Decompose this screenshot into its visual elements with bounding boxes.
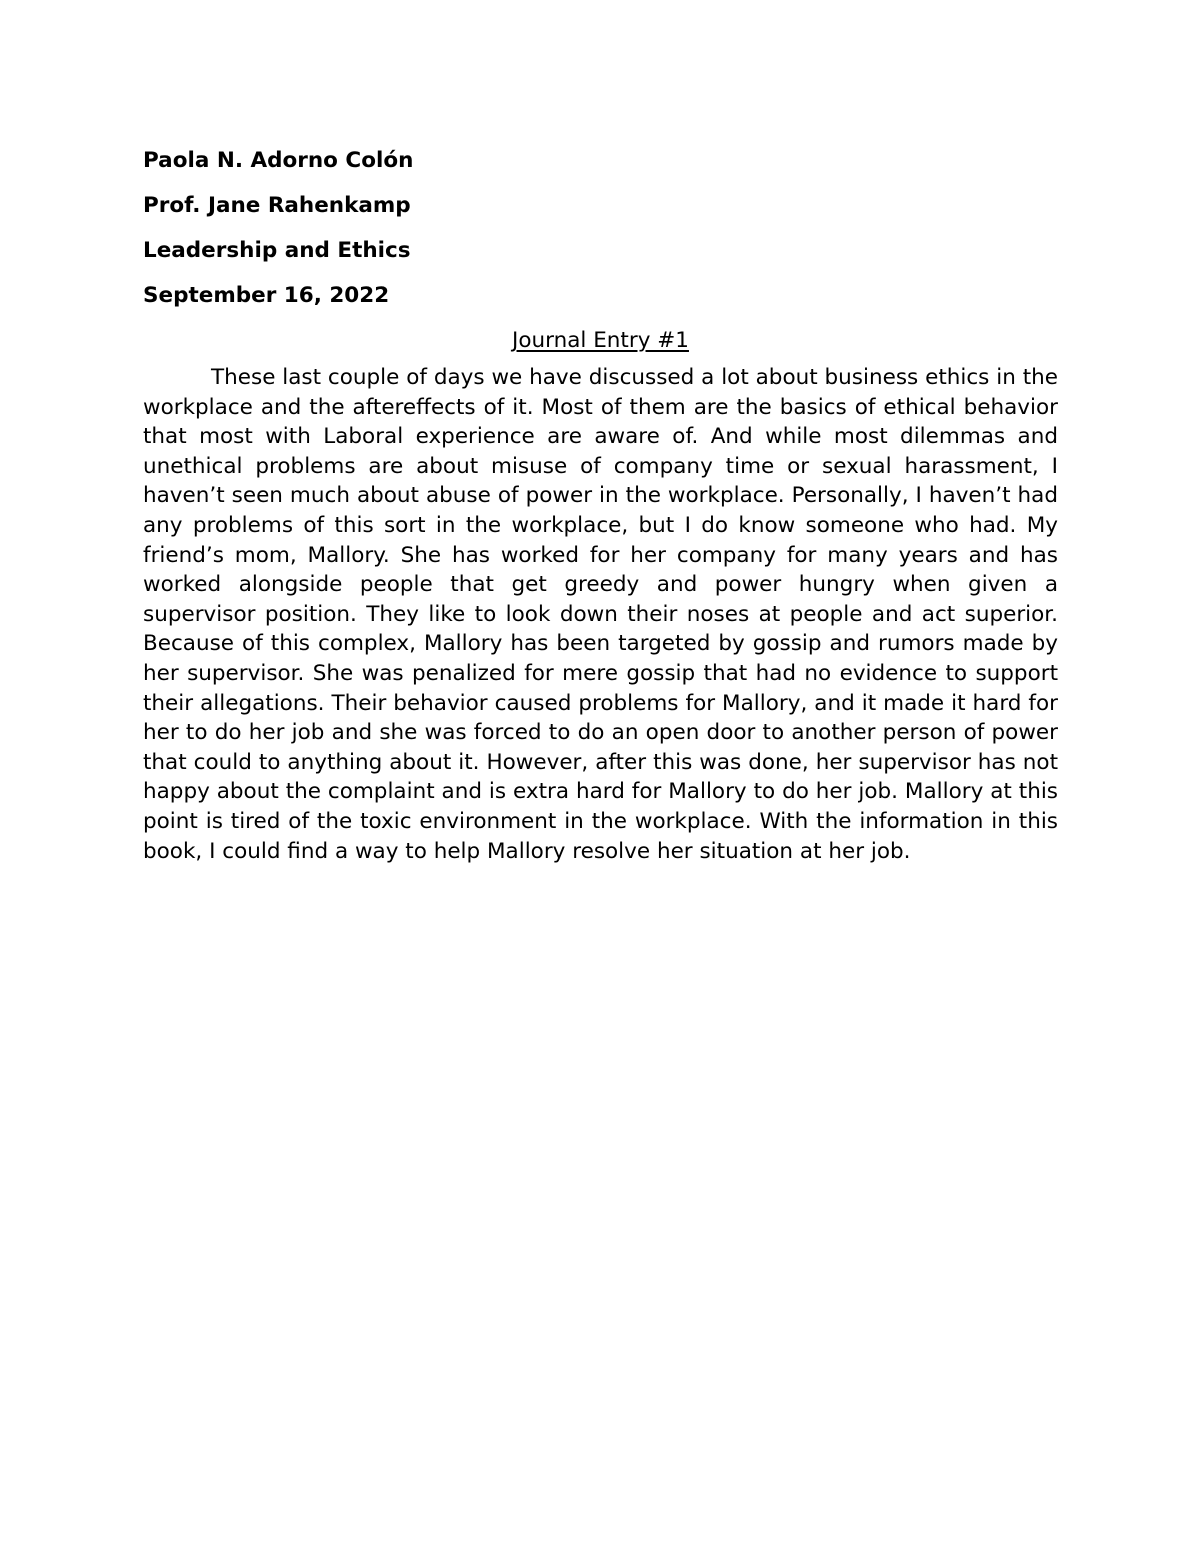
course-name: Leadership and Ethics <box>143 238 411 263</box>
author-name: Paola N. Adorno Colón <box>143 148 414 173</box>
journal-entry-title: Journal Entry #1 <box>512 328 689 353</box>
title-container <box>143 318 1058 363</box>
professor-name: Prof. Jane Rahenkamp <box>143 193 411 218</box>
document-content <box>143 138 1058 866</box>
journal-entry-body: These last couple of days we have discussed a lot about business ethics in the workplace and the aftereffects of it. Most of them are the basics of ethical behavior that most with Laboral experience are aware of. And while most dilemmas and unethical problems are about misuse of company time or sexual harassment, I haven’t seen much about abuse of power in the workplace. Personally, I haven’t had any problems of this sort in the workplace, but I do know someone who had. My friend’s mom, Mallory. She has worked for her company for many years and has worked alongside people that get greedy and power hungry when given a supervisor position. They like to look down their noses at people and act superior. Because of this complex, Mallory has been targeted by gossip and rumors made by her supervisor. She was penalized for mere gossip that had no evidence to support their allegations. Their behavior caused problems for Mallory, and it made it hard for her to do her job and she was forced to do an open door to another person of power that could to anything about it. However, after this was done, her supervisor has not happy about the complaint and is extra hard for Mallory to do her job. Mallory at this point is tired of the toxic environment in the workplace. With the information in this book, I could find a way to help Mallory resolve her situation at her job. <box>143 365 1058 864</box>
document-date: September 16, 2022 <box>143 283 390 308</box>
